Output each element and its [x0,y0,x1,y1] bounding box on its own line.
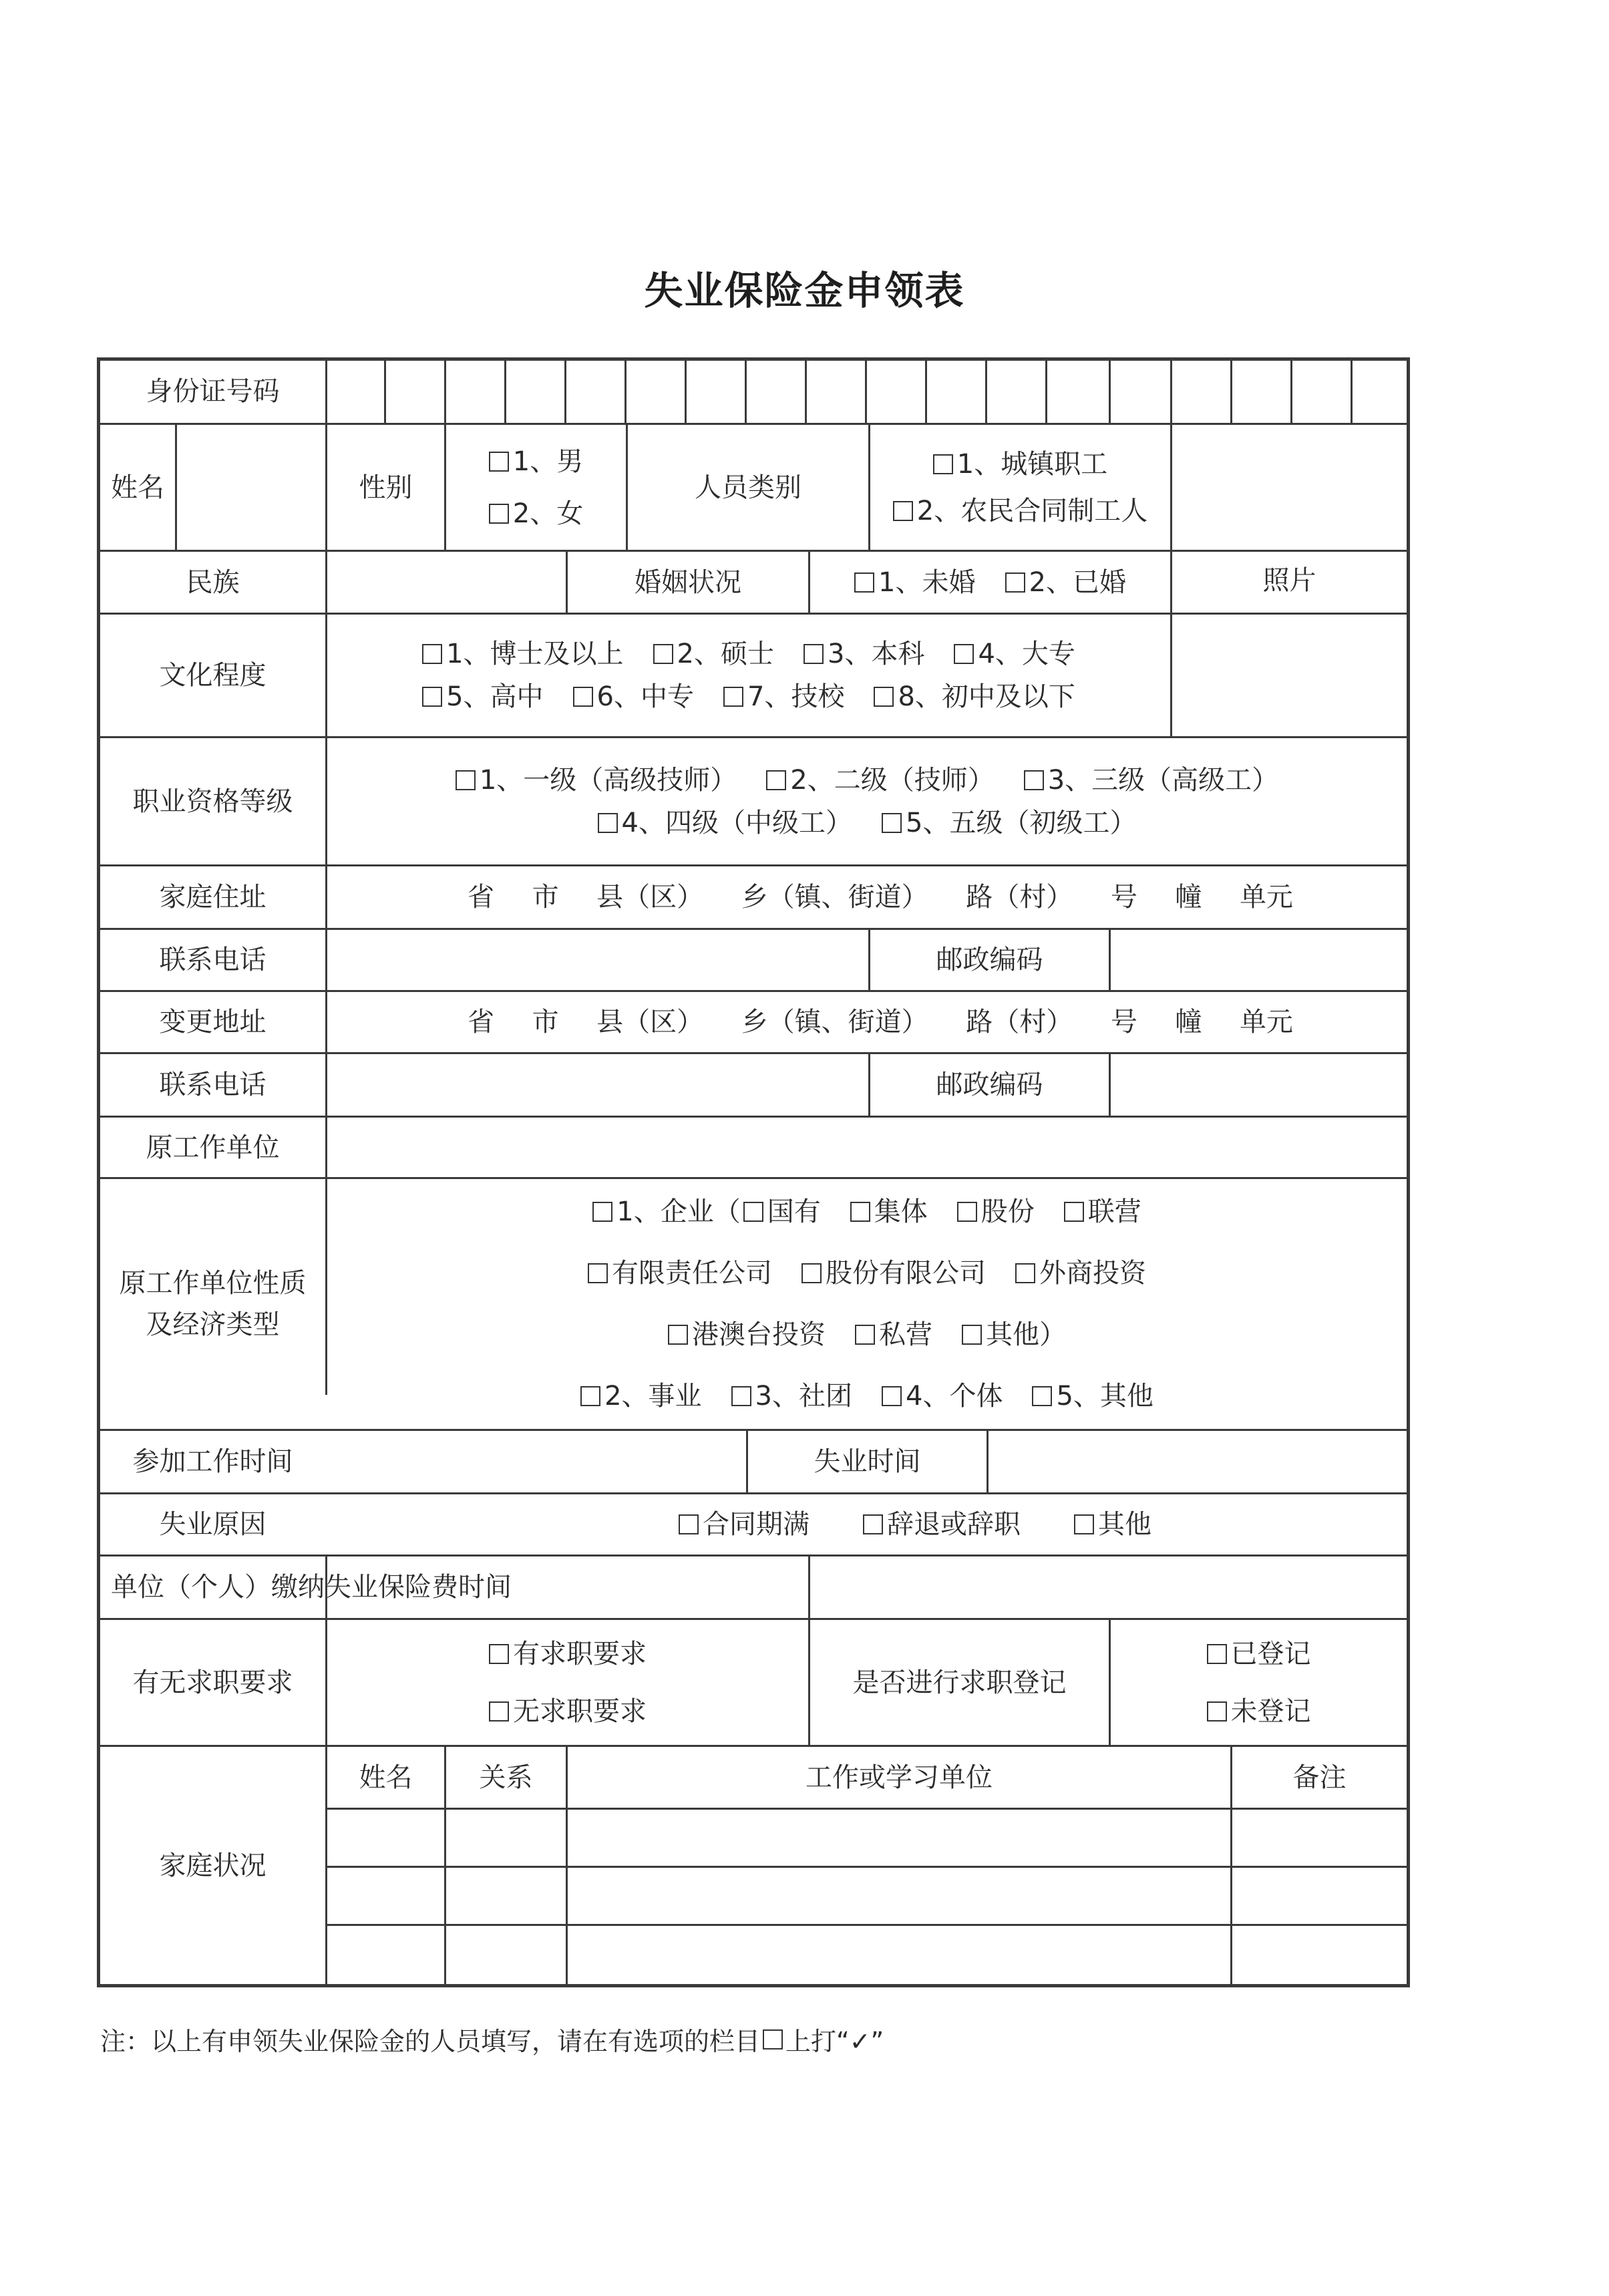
checkbox[interactable] [723,687,743,707]
checkbox[interactable] [957,1202,977,1222]
footnote: 注：以上有申领失业保险金的人员填写，请在有选项的栏目 上打“✓” [100,2027,884,2056]
checkbox[interactable] [954,644,974,664]
employer-subtype[interactable]: 集体 [850,1195,928,1228]
education-option[interactable]: 1、博士及以上 [422,637,623,671]
education-label: 文化程度 [159,660,266,691]
family-header-relation: 关系 [479,1762,533,1793]
person-type-urban-worker[interactable]: 1、城镇职工 [933,448,1107,481]
qualification-option[interactable]: 1、一级（高级技师） [456,764,737,797]
reason-option[interactable]: 辞退或辞职 [863,1508,1021,1541]
name-label: 姓名 [111,472,164,503]
job-seek-no[interactable]: 无求职要求 [489,1695,647,1728]
address-part: 单元 [1239,1007,1293,1037]
checkbox[interactable] [668,1325,688,1345]
education-option[interactable]: 6、中专 [573,680,694,713]
registration-no[interactable]: 未登记 [1207,1695,1311,1728]
address-part: 省 [468,1007,494,1037]
checkbox[interactable] [1074,1514,1094,1534]
id-digit-divider [564,357,566,423]
photo-box: 照片 [1262,565,1316,596]
marital-option-single[interactable]: 1、未婚 [854,566,975,599]
marital-options [810,552,1170,613]
id-digit-divider [745,357,747,423]
employer-subtype[interactable]: 联营 [1064,1195,1141,1228]
person-type-rural-contract[interactable]: 2、农民合同制工人 [893,494,1147,528]
gender-option-male[interactable]: 1、男 [489,445,583,478]
id-digit-divider [444,357,446,423]
checkbox[interactable] [803,644,824,664]
qualification-option[interactable]: 4、四级（中级工） [598,806,852,840]
family-label: 家庭状况 [159,1850,266,1881]
person-type-options [870,425,1170,550]
address-part: 号 [1110,882,1137,913]
checkbox[interactable] [743,1202,763,1222]
family-row-divider [326,1924,1410,1926]
qualification-option[interactable]: 3、三级（高级工） [1024,764,1278,797]
education-option[interactable]: 2、硕士 [653,637,774,671]
checkbox[interactable] [731,1386,751,1406]
employer-subtype[interactable]: 股份有限公司 [801,1257,986,1290]
family-header-workplace: 工作或学习单位 [806,1762,993,1793]
changed-address-field[interactable] [327,992,1407,1052]
employer-type-options [327,1179,1407,1429]
address-part: 县（区） [596,882,704,913]
employer-subtype[interactable]: 港澳台投资 [668,1318,826,1351]
col-divider [1109,928,1111,990]
family-row-divider [326,1808,1410,1810]
col-divider [1109,1052,1111,1116]
checkbox[interactable] [489,452,509,472]
id-digit-divider [504,357,506,423]
checkbox[interactable] [489,504,509,524]
employer-type-option[interactable]: 5、其他 [1032,1379,1153,1413]
checkbox[interactable] [1015,1263,1035,1283]
employer-subtype[interactable]: 股份 [957,1195,1035,1228]
address-part: 路（村） [966,1007,1073,1037]
id-digit-divider [1351,357,1353,423]
address-part: 市 [532,882,559,913]
employer-type-enterprise[interactable]: 1、企业（ [592,1195,740,1228]
id-digit-divider [1290,357,1292,423]
checkbox[interactable] [1207,1701,1227,1721]
address-part: 单元 [1239,882,1293,913]
checkbox[interactable] [489,1644,509,1664]
checkbox[interactable] [882,1386,902,1406]
checkbox[interactable] [893,501,913,521]
contribution-label: 单位（个人）缴纳失业保险费时间 [111,1572,512,1603]
id-digit-divider [624,357,627,423]
marital-status-label: 婚姻状况 [635,566,741,598]
education-options [327,615,1170,736]
registration-options [1111,1620,1407,1745]
gender-option-female[interactable]: 2、女 [489,497,583,530]
qualification-label: 职业资格等级 [132,786,293,817]
family-row-divider [326,1866,1410,1868]
job-seek-yes[interactable]: 有求职要求 [489,1637,647,1671]
education-option[interactable]: 7、技校 [723,680,844,713]
postcode-label: 邮政编码 [936,945,1043,975]
checkbox[interactable] [850,1202,870,1222]
id-digit-divider [384,357,386,423]
reason-option[interactable]: 合同期满 [679,1508,810,1541]
address-part: 省 [468,882,494,913]
form-title: 失业保险金申领表 [644,268,965,313]
id-digit-divider [685,357,687,423]
address-part: 幢 [1175,882,1202,913]
id-digit-divider [985,357,987,423]
id-digit-divider [1045,357,1047,423]
address-part: 路（村） [966,882,1073,913]
family-header-name: 姓名 [359,1762,413,1793]
checkbox[interactable] [801,1263,822,1283]
checkbox[interactable] [933,454,953,474]
checkbox[interactable] [588,1263,608,1283]
employer-type-option[interactable]: 2、事业 [580,1379,701,1413]
employer-subtype[interactable]: 国有 [743,1195,821,1228]
checkbox[interactable] [1005,572,1025,593]
registration-label: 是否进行求职登记 [852,1667,1067,1698]
address-part: 号 [1110,1007,1137,1037]
employer-subtype[interactable]: 私营 [855,1318,932,1351]
employer-type-option[interactable]: 4、个体 [882,1379,1003,1413]
checkbox[interactable] [422,687,442,707]
employer-subtype[interactable]: 外商投资 [1015,1257,1146,1290]
employer-label: 原工作单位 [146,1132,280,1163]
checkbox[interactable] [766,770,786,790]
id-number-label: 身份证号码 [146,375,280,407]
job-seek-label: 有无求职要求 [132,1667,293,1698]
checkbox[interactable] [863,1514,883,1534]
checkbox[interactable] [456,770,476,790]
gender-label: 性别 [359,472,413,503]
education-option[interactable]: 3、本科 [803,637,924,671]
checkbox[interactable] [1024,770,1044,790]
checkbox[interactable] [855,1325,875,1345]
postcode-label-2: 邮政编码 [936,1070,1043,1100]
registration-yes[interactable]: 已登记 [1207,1637,1311,1671]
reason-option[interactable]: 其他 [1074,1508,1151,1541]
reason-options [548,1494,1282,1554]
unemployed-time-label: 失业时间 [814,1446,921,1477]
checkbox[interactable] [653,644,673,664]
phone-label-2: 联系电话 [159,1070,266,1100]
checkbox[interactable] [854,572,874,593]
checkbox[interactable] [489,1701,509,1721]
qualification-option[interactable]: 5、五级（初级工） [882,806,1136,840]
col-divider [987,1429,989,1492]
checkbox[interactable] [874,687,894,707]
work-start-label: 参加工作时间 [132,1446,293,1477]
employer-subtype[interactable]: 其他） [962,1318,1066,1351]
id-digit-divider [925,357,927,423]
education-option[interactable]: 5、高中 [422,680,543,713]
family-header-remarks: 备注 [1292,1762,1347,1793]
checkbox[interactable] [1032,1386,1052,1406]
address-part: 县（区） [596,1007,704,1037]
checkbox[interactable] [962,1325,982,1345]
employer-subtype[interactable]: 有限责任公司 [588,1257,772,1290]
home-address-field[interactable] [327,866,1407,928]
address-part: 乡（镇、街道） [741,882,928,913]
checkbox[interactable] [422,644,442,664]
gender-options [446,425,626,550]
employer-type-option[interactable]: 3、社团 [731,1379,852,1413]
checkbox[interactable] [592,1202,612,1222]
qualification-option[interactable]: 2、二级（技师） [766,764,994,797]
education-option[interactable]: 8、初中及以下 [874,680,1075,713]
checkbox[interactable] [679,1514,699,1534]
checkbox[interactable] [598,813,618,833]
id-digit-divider [805,357,807,423]
checkbox[interactable] [573,687,593,707]
checkbox-sample [763,2029,783,2049]
checkbox[interactable] [580,1386,600,1406]
id-digit-divider [1170,357,1172,423]
id-digit-divider [865,357,867,423]
reason-label: 失业原因 [159,1509,266,1540]
ethnicity-label: 民族 [186,566,240,598]
col-divider [175,423,177,550]
marital-option-married[interactable]: 2、已婚 [1005,566,1126,599]
phone-label: 联系电话 [159,945,266,975]
job-seek-options [327,1620,808,1745]
checkbox[interactable] [882,813,902,833]
qualification-options [327,738,1407,864]
address-part: 幢 [1175,1007,1202,1037]
address-part: 乡（镇、街道） [741,1007,928,1037]
address-part: 市 [532,1007,559,1037]
id-digit-divider [1230,357,1232,423]
home-address-label: 家庭住址 [159,882,266,913]
employer-type-label: 原工作单位性质 及经济类型 [119,1268,307,1340]
education-option[interactable]: 4、大专 [954,637,1075,671]
changed-address-label: 变更地址 [159,1007,266,1037]
checkbox[interactable] [1207,1644,1227,1664]
checkbox[interactable] [1064,1202,1084,1222]
id-digit-divider [1109,357,1111,423]
person-type-label: 人员类别 [695,472,801,503]
